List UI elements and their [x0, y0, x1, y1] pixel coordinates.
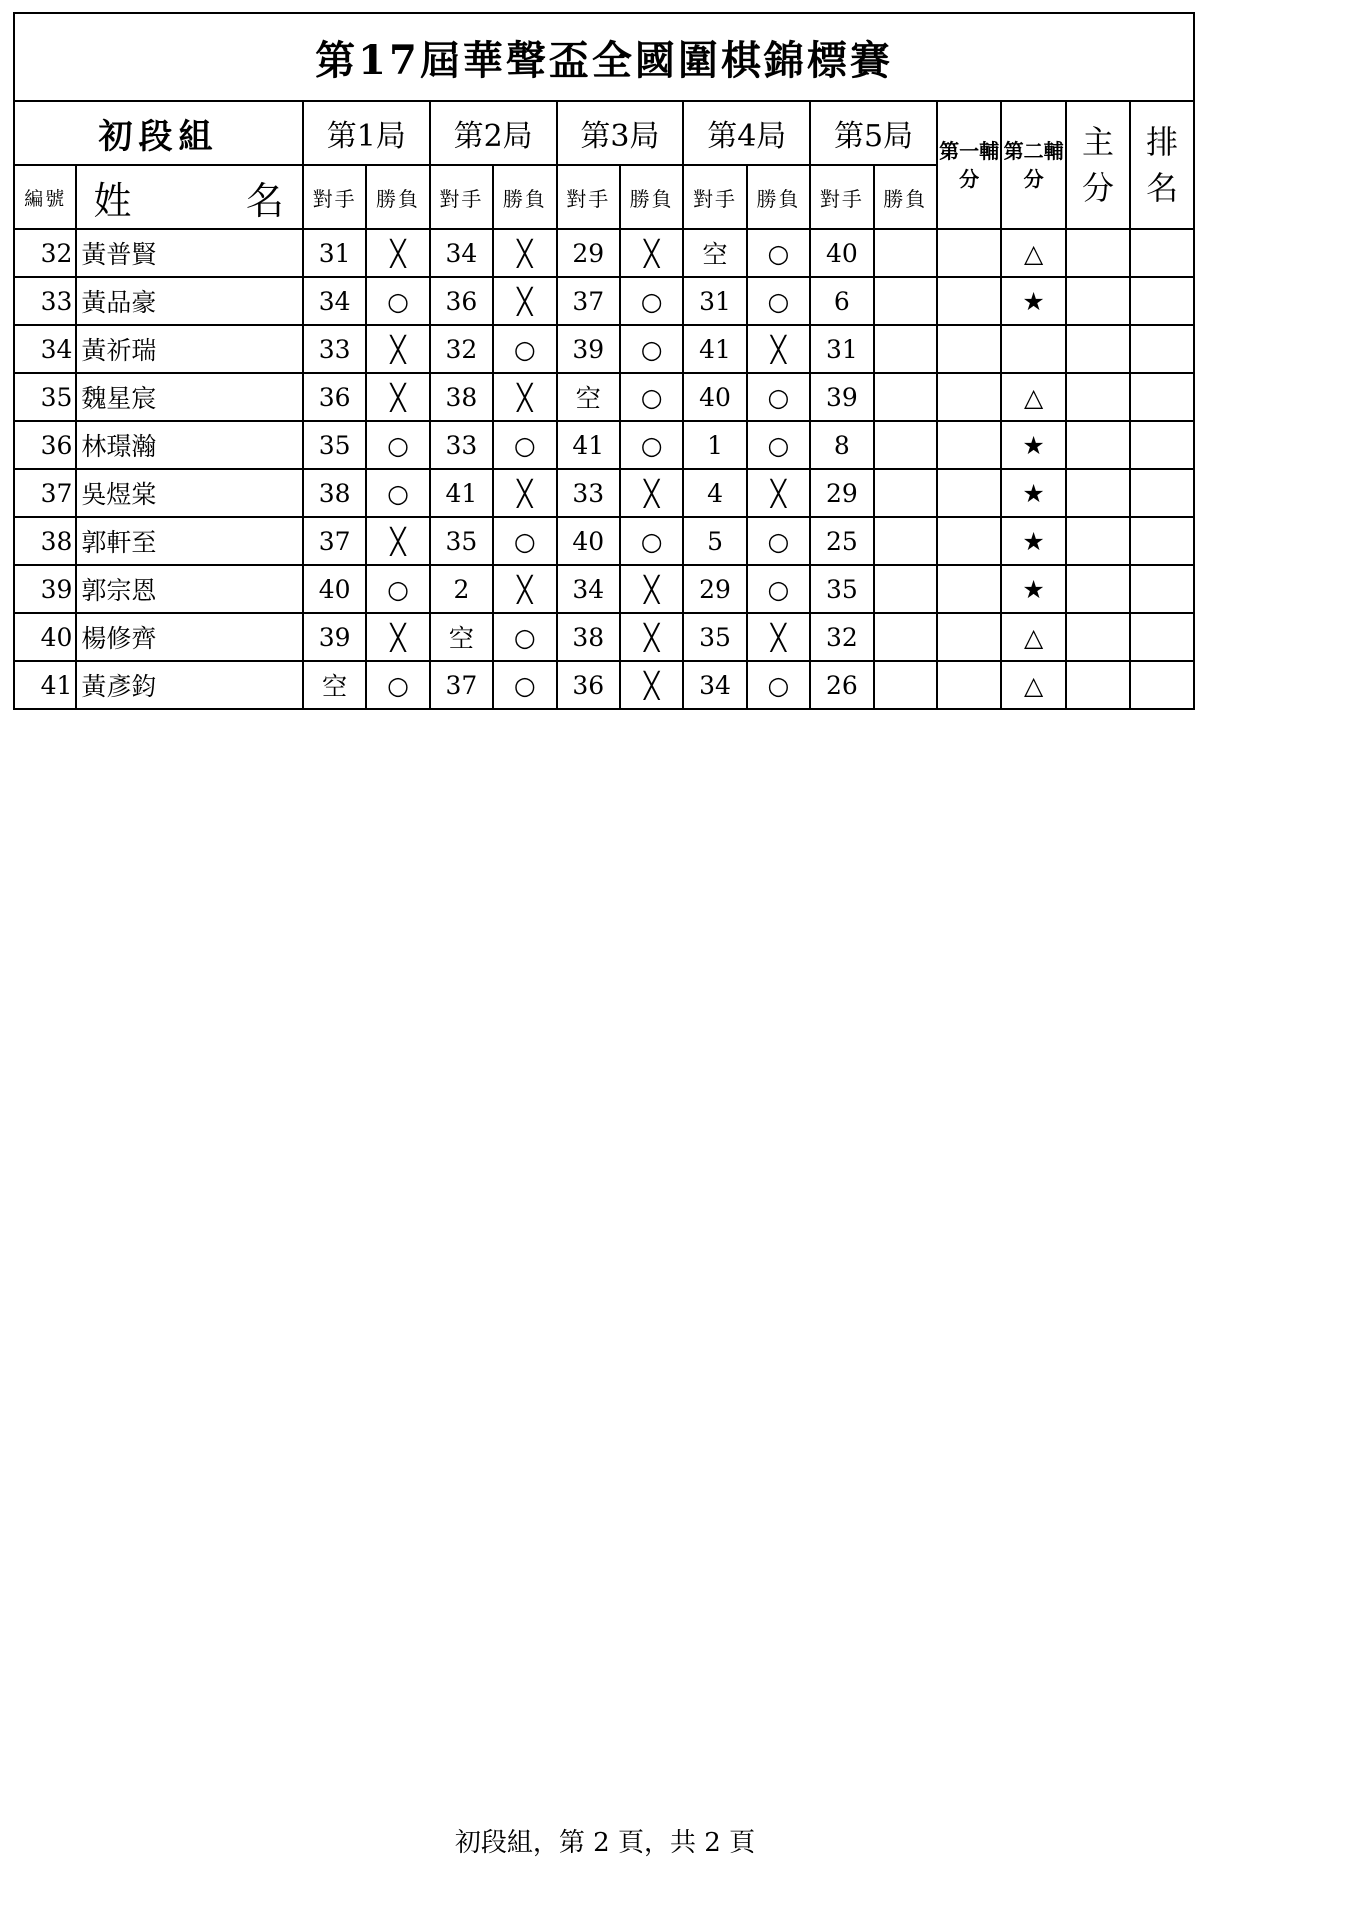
- player-name: 林璟瀚: [76, 421, 303, 469]
- rank-cell: [1130, 229, 1194, 277]
- round-header-2: 第2局: [430, 101, 557, 165]
- player-name: 吳煜棠: [76, 469, 303, 517]
- rank-cell: [1130, 565, 1194, 613]
- main-score-cell: [1066, 277, 1130, 325]
- result-cell: ○: [620, 517, 683, 565]
- first-tiebreak-cell: [937, 229, 1001, 277]
- result-cell: ○: [366, 661, 429, 709]
- main-score-cell: [1066, 517, 1130, 565]
- opponent-cell: 33: [557, 469, 620, 517]
- opponent-cell: 32: [810, 613, 873, 661]
- result-cell: ╳: [366, 613, 429, 661]
- opponent-cell: 40: [303, 565, 366, 613]
- first-tiebreak-cell: [937, 277, 1001, 325]
- name-header: [76, 165, 303, 229]
- first-tiebreak-cell: [937, 565, 1001, 613]
- opponent-cell: 40: [683, 373, 746, 421]
- opponent-cell: 31: [683, 277, 746, 325]
- opponent-cell: 38: [430, 373, 493, 421]
- result-cell: ○: [620, 421, 683, 469]
- result-cell: ○: [366, 565, 429, 613]
- result-header: 勝負: [747, 165, 810, 229]
- first-tiebreak-cell: [937, 469, 1001, 517]
- player-name: 郭宗恩: [76, 565, 303, 613]
- result-cell: [874, 469, 937, 517]
- opponent-cell: 39: [303, 613, 366, 661]
- player-id: 32: [14, 229, 76, 277]
- opponent-cell: 空: [557, 373, 620, 421]
- opponent-cell: 34: [557, 565, 620, 613]
- opponent-header: 對手: [303, 165, 366, 229]
- result-cell: ○: [747, 517, 810, 565]
- page-footer: 初段組，第 2 頁，共 2 頁: [454, 1828, 756, 1858]
- result-header: 勝負: [620, 165, 683, 229]
- result-cell: ╳: [620, 469, 683, 517]
- result-cell: ╳: [493, 373, 556, 421]
- opponent-cell: 空: [303, 661, 366, 709]
- result-header: 勝負: [874, 165, 937, 229]
- player-name: 黃彥鈞: [76, 661, 303, 709]
- second-tiebreak-header: 第二輔分: [1001, 101, 1065, 229]
- opponent-cell: 35: [303, 421, 366, 469]
- opponent-cell: 33: [430, 421, 493, 469]
- name-header-surname: 姓: [93, 178, 134, 223]
- first-tiebreak-cell: [937, 517, 1001, 565]
- result-cell: ╳: [493, 469, 556, 517]
- opponent-cell: 29: [557, 229, 620, 277]
- result-cell: ○: [493, 661, 556, 709]
- player-id: 40: [14, 613, 76, 661]
- opponent-cell: 36: [430, 277, 493, 325]
- player-name: 魏星宸: [76, 373, 303, 421]
- rank-cell: [1130, 517, 1194, 565]
- opponent-cell: 34: [430, 229, 493, 277]
- result-cell: ╳: [620, 565, 683, 613]
- opponent-cell: 41: [683, 325, 746, 373]
- opponent-cell: 39: [557, 325, 620, 373]
- score-sheet-table: [13, 12, 1195, 710]
- result-cell: ○: [493, 421, 556, 469]
- player-id: 34: [14, 325, 76, 373]
- opponent-cell: 5: [683, 517, 746, 565]
- player-id: 33: [14, 277, 76, 325]
- result-header: 勝負: [493, 165, 556, 229]
- player-id: 38: [14, 517, 76, 565]
- opponent-cell: 29: [810, 469, 873, 517]
- result-cell: ○: [366, 277, 429, 325]
- result-cell: ╳: [366, 517, 429, 565]
- opponent-cell: 33: [303, 325, 366, 373]
- result-cell: ╳: [366, 229, 429, 277]
- opponent-cell: 40: [557, 517, 620, 565]
- opponent-cell: 39: [810, 373, 873, 421]
- opponent-cell: 35: [683, 613, 746, 661]
- result-cell: ○: [747, 565, 810, 613]
- second-tiebreak-cell: ★: [1001, 421, 1065, 469]
- player-name: 黃品豪: [76, 277, 303, 325]
- player-id: 39: [14, 565, 76, 613]
- result-cell: [874, 421, 937, 469]
- opponent-cell: 36: [303, 373, 366, 421]
- result-cell: ╳: [747, 469, 810, 517]
- opponent-cell: 8: [810, 421, 873, 469]
- second-tiebreak-cell: ★: [1001, 517, 1065, 565]
- opponent-cell: 26: [810, 661, 873, 709]
- result-cell: ○: [620, 373, 683, 421]
- second-tiebreak-cell: △: [1001, 613, 1065, 661]
- result-cell: [874, 613, 937, 661]
- result-cell: ○: [366, 421, 429, 469]
- opponent-cell: 31: [810, 325, 873, 373]
- result-cell: ○: [620, 325, 683, 373]
- group-label: 初段組: [14, 101, 303, 165]
- round-header-5: 第5局: [810, 101, 937, 165]
- opponent-cell: 空: [430, 613, 493, 661]
- opponent-cell: 29: [683, 565, 746, 613]
- result-cell: [874, 565, 937, 613]
- result-cell: [874, 277, 937, 325]
- opponent-cell: 1: [683, 421, 746, 469]
- opponent-cell: 41: [430, 469, 493, 517]
- opponent-cell: 34: [683, 661, 746, 709]
- main-score-cell: [1066, 469, 1130, 517]
- opponent-cell: 36: [557, 661, 620, 709]
- player-name: 楊修齊: [76, 613, 303, 661]
- table-row: [14, 661, 1194, 709]
- player-id: 36: [14, 421, 76, 469]
- table-row: [14, 469, 1194, 517]
- name-header-given: 名: [245, 178, 286, 223]
- id-header: 編號: [14, 165, 76, 229]
- second-tiebreak-cell: ★: [1001, 277, 1065, 325]
- table-row: [14, 517, 1194, 565]
- opponent-cell: 25: [810, 517, 873, 565]
- player-id: 41: [14, 661, 76, 709]
- first-tiebreak-cell: [937, 325, 1001, 373]
- result-cell: ○: [747, 373, 810, 421]
- table-row: [14, 613, 1194, 661]
- table-row: [14, 229, 1194, 277]
- result-cell: ╳: [620, 613, 683, 661]
- result-cell: ○: [747, 277, 810, 325]
- main-score-cell: [1066, 613, 1130, 661]
- result-cell: ○: [747, 421, 810, 469]
- rank-cell: [1130, 373, 1194, 421]
- opponent-cell: 37: [557, 277, 620, 325]
- rank-cell: [1130, 613, 1194, 661]
- opponent-cell: 38: [557, 613, 620, 661]
- main-score-cell: [1066, 229, 1130, 277]
- main-score-cell: [1066, 325, 1130, 373]
- opponent-cell: 37: [430, 661, 493, 709]
- player-name: 黃普賢: [76, 229, 303, 277]
- table-row: [14, 325, 1194, 373]
- player-id: 37: [14, 469, 76, 517]
- result-cell: ╳: [620, 229, 683, 277]
- result-cell: ○: [493, 325, 556, 373]
- result-cell: [874, 373, 937, 421]
- round-header-4: 第4局: [683, 101, 810, 165]
- rank-header: 排名: [1130, 101, 1194, 229]
- opponent-header: 對手: [557, 165, 620, 229]
- opponent-cell: 31: [303, 229, 366, 277]
- rank-cell: [1130, 469, 1194, 517]
- opponent-cell: 38: [303, 469, 366, 517]
- second-tiebreak-cell: △: [1001, 661, 1065, 709]
- first-tiebreak-cell: [937, 421, 1001, 469]
- second-tiebreak-cell: △: [1001, 229, 1065, 277]
- rank-cell: [1130, 325, 1194, 373]
- rank-cell: [1130, 661, 1194, 709]
- result-cell: ○: [493, 613, 556, 661]
- player-name: 郭軒至: [76, 517, 303, 565]
- opponent-cell: 37: [303, 517, 366, 565]
- result-cell: ○: [493, 517, 556, 565]
- player-name: 黃祈瑞: [76, 325, 303, 373]
- result-cell: [874, 325, 937, 373]
- first-tiebreak-cell: [937, 373, 1001, 421]
- main-score-cell: [1066, 565, 1130, 613]
- result-cell: ╳: [747, 325, 810, 373]
- result-cell: ○: [620, 277, 683, 325]
- player-id: 35: [14, 373, 76, 421]
- second-tiebreak-cell: [1001, 325, 1065, 373]
- opponent-cell: 4: [683, 469, 746, 517]
- opponent-cell: 空: [683, 229, 746, 277]
- rank-cell: [1130, 277, 1194, 325]
- second-tiebreak-cell: ★: [1001, 565, 1065, 613]
- opponent-cell: 2: [430, 565, 493, 613]
- main-score-cell: [1066, 661, 1130, 709]
- result-cell: ╳: [747, 613, 810, 661]
- second-tiebreak-cell: ★: [1001, 469, 1065, 517]
- result-cell: [874, 517, 937, 565]
- opponent-header: 對手: [430, 165, 493, 229]
- rank-cell: [1130, 421, 1194, 469]
- first-tiebreak-cell: [937, 661, 1001, 709]
- result-cell: ╳: [366, 373, 429, 421]
- opponent-cell: 6: [810, 277, 873, 325]
- second-tiebreak-cell: △: [1001, 373, 1065, 421]
- round-header-3: 第3局: [557, 101, 684, 165]
- table-row: [14, 565, 1194, 613]
- opponent-cell: 34: [303, 277, 366, 325]
- result-cell: [874, 229, 937, 277]
- result-cell: ╳: [493, 565, 556, 613]
- opponent-cell: 41: [557, 421, 620, 469]
- result-cell: ╳: [366, 325, 429, 373]
- result-header: 勝負: [366, 165, 429, 229]
- table-row: [14, 421, 1194, 469]
- result-cell: ╳: [620, 661, 683, 709]
- result-cell: ╳: [493, 277, 556, 325]
- main-score-cell: [1066, 421, 1130, 469]
- table-row: [14, 373, 1194, 421]
- table-row: [14, 277, 1194, 325]
- result-cell: ╳: [493, 229, 556, 277]
- opponent-header: 對手: [683, 165, 746, 229]
- result-cell: ○: [747, 661, 810, 709]
- opponent-header: 對手: [810, 165, 873, 229]
- result-cell: [874, 661, 937, 709]
- opponent-cell: 35: [810, 565, 873, 613]
- opponent-cell: 40: [810, 229, 873, 277]
- opponent-cell: 32: [430, 325, 493, 373]
- first-tiebreak-cell: [937, 613, 1001, 661]
- main-score-header: 主分: [1066, 101, 1130, 229]
- result-cell: ○: [747, 229, 810, 277]
- result-cell: ○: [366, 469, 429, 517]
- round-header-1: 第1局: [303, 101, 430, 165]
- tournament-title: 第17屆華聲盃全國圍棋錦標賽: [14, 13, 1194, 101]
- opponent-cell: 35: [430, 517, 493, 565]
- main-score-cell: [1066, 373, 1130, 421]
- first-tiebreak-header: 第一輔分: [937, 101, 1001, 229]
